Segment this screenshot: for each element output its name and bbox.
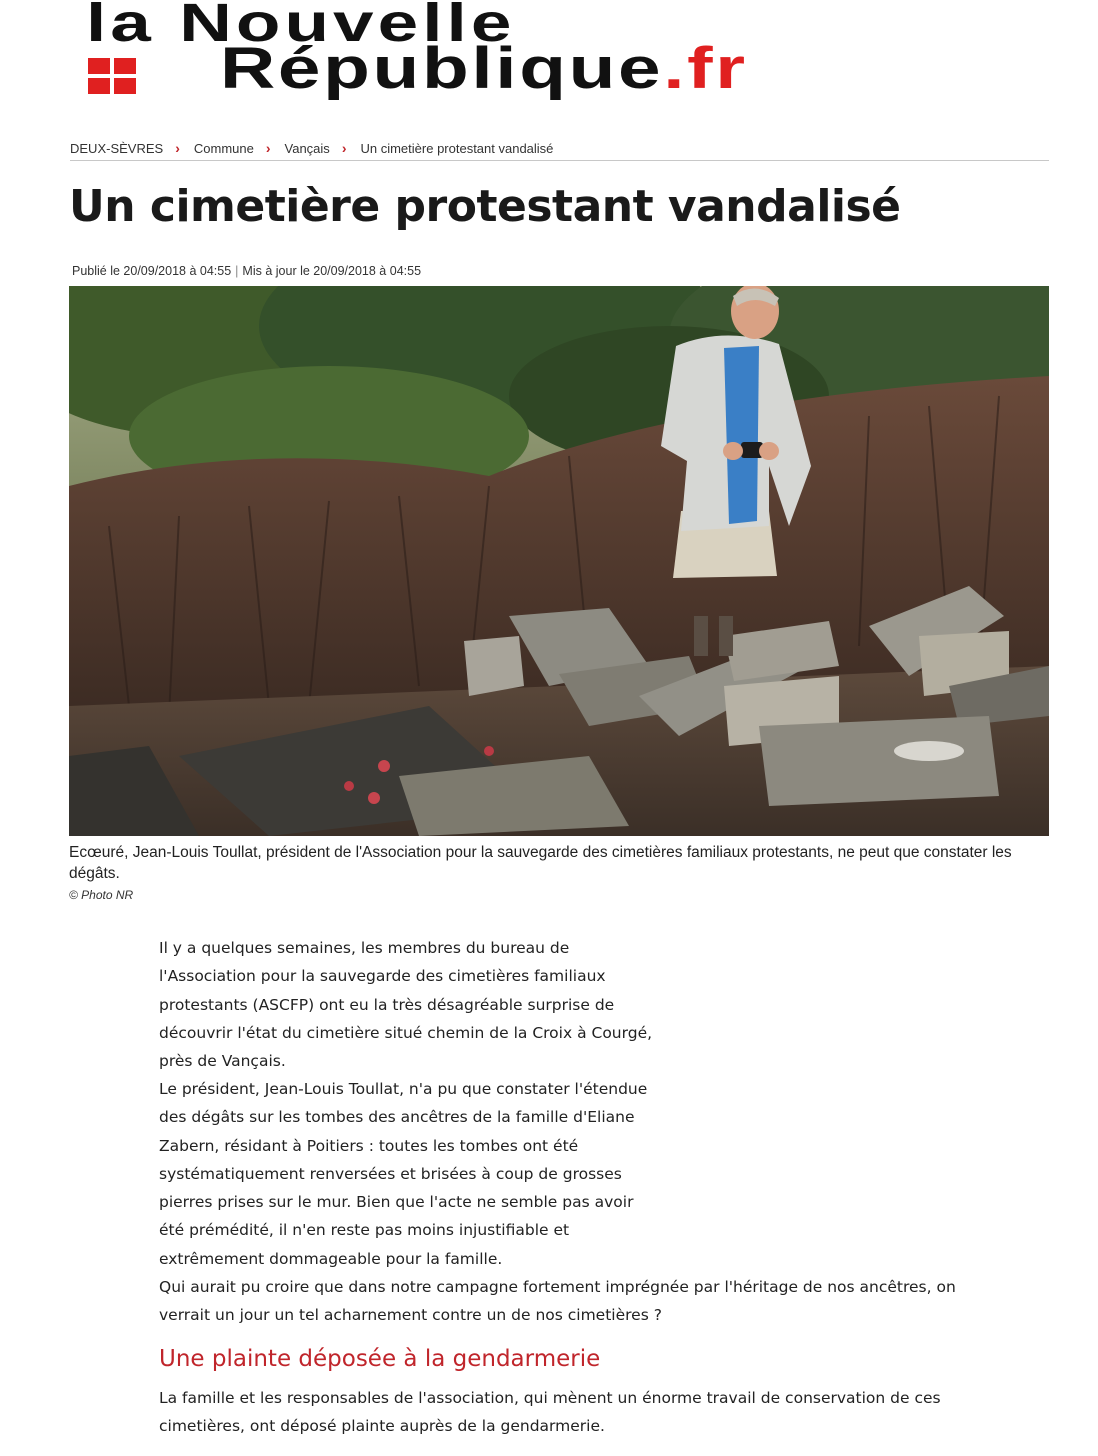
section-subheading: Une plainte déposée à la gendarmerie [159, 1346, 601, 1372]
chevron-right-icon: › [341, 140, 347, 156]
article-title: Un cimetière protestant vandalisé [69, 181, 901, 232]
breadcrumb-divider [70, 160, 1049, 161]
article-paragraph: Il y a quelques semaines, les membres du bureau de l'Association pour la sauvegarde des cimetières familiaux protestants (ASCFP) ont eu la très désagréable surprise de découvrir l'état du cimetière situé chemin de la Croix à Courgé, près de Vançais. [159, 939, 653, 1071]
article-photo [69, 286, 1049, 836]
chevron-right-icon: › [265, 140, 271, 156]
article-meta [72, 264, 421, 278]
logo-word-republique [220, 36, 748, 101]
breadcrumb-item-deux-sevres[interactable]: DEUX-SÈVRES [70, 140, 164, 156]
breadcrumb-item-vancais[interactable]: Vançais [284, 140, 330, 156]
logo-mark-icon [88, 58, 138, 94]
article-paragraph: La famille et les responsables de l'association, qui mènent un énorme travail de conservation de ces cimetières, ont déposé plainte auprès de la gendarmerie. [159, 1389, 941, 1436]
breadcrumb-item-commune[interactable]: Commune [193, 140, 254, 156]
logo-republique-text: République [220, 36, 664, 101]
meta-separator: | [235, 264, 239, 278]
chevron-right-icon: › [175, 140, 180, 156]
article-paragraph: Le président, Jean-Louis Toullat, n'a pu que constater l'étendue des dégâts sur les tombes des ancêtres de la famille d'Eliane Zabern, résidant à Poitiers : toutes les tombes ont été systématiquement renversées et brisées à coup de grosses pierres prises sur le mur. Bien que l'acte ne semble pas avoir été prémédité, il n'en reste pas moins injustifiable et extrêmement dommageable pour la famille. [159, 1080, 648, 1268]
photo-credit: © Photo NR [69, 888, 134, 902]
logo-word-la-nouvelle: la Nouvelle [86, 0, 516, 53]
breadcrumb-item-current: Un cimetière protestant vandalisé [360, 140, 554, 156]
site-logo[interactable] [82, 0, 1032, 102]
logo-tld: .fr [663, 36, 748, 101]
article-paragraph: Qui aurait pu croire que dans notre campagne fortement imprégnée par l'héritage de nos ancêtres, on verrait un jour un tel acharnement contre un de nos cimetières ? [159, 1278, 956, 1325]
published-date: Publié le 20/09/2018 à 04:55 [72, 264, 232, 278]
breadcrumb [70, 136, 1049, 160]
photo-caption: Ecœuré, Jean-Louis Toullat, président de l'Association pour la sauvegarde des cimetières familiaux protestants, ne peut que constater les dégâts. [69, 844, 1012, 882]
updated-date: Mis à jour le 20/09/2018 à 04:55 [242, 264, 422, 278]
